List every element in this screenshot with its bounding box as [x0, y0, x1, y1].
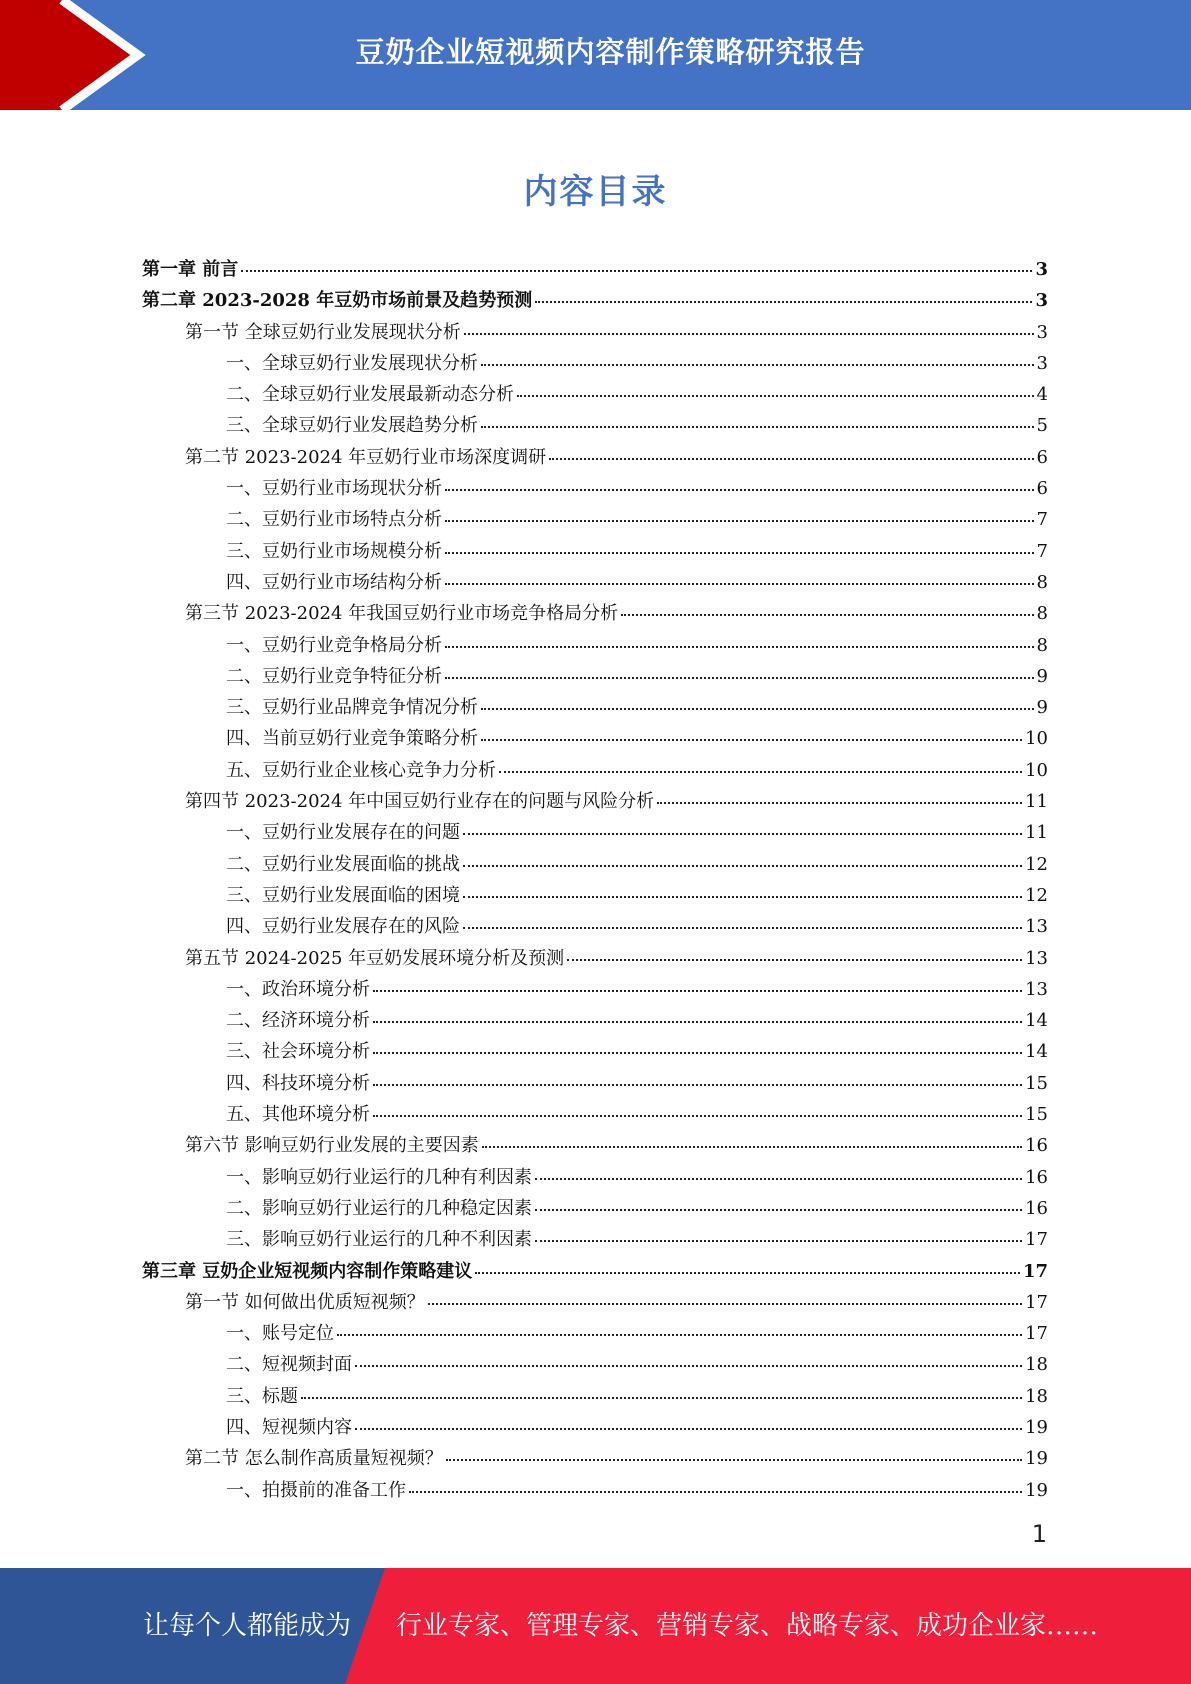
toc-entry-page: 11	[1025, 822, 1048, 844]
toc-entry-title: 三、社会环境分析	[226, 1041, 370, 1063]
toc-dot-leader	[301, 1397, 1022, 1399]
toc-entry-page: 15	[1025, 1072, 1048, 1094]
toc-dot-leader	[463, 833, 1022, 835]
toc-section[interactable]	[142, 442, 1048, 473]
toc-entry-title: 三、影响豆奶行业运行的几种不利因素	[226, 1229, 532, 1251]
report-footer	[0, 1568, 1191, 1684]
toc-dot-leader	[549, 458, 1033, 460]
toc-subsection[interactable]	[142, 1381, 1048, 1412]
toc-subsection[interactable]	[142, 379, 1048, 410]
toc-entry-page: 8	[1036, 571, 1048, 593]
toc-dot-leader	[373, 1021, 1022, 1023]
toc-entry-title: 第三章 豆奶企业短视频内容制作策略建议	[142, 1260, 473, 1282]
toc-subsection[interactable]	[142, 880, 1048, 911]
toc-subsection[interactable]	[142, 661, 1048, 692]
toc-dot-leader	[373, 1115, 1022, 1117]
toc-entry-page: 18	[1025, 1354, 1048, 1376]
toc-entry-page: 9	[1036, 697, 1048, 719]
toc-entry-title: 五、豆奶行业企业核心竞争力分析	[226, 759, 496, 781]
toc-entry-title: 第二节 怎么制作高质量短视频？	[185, 1448, 443, 1470]
toc-entry-page: 10	[1025, 728, 1048, 750]
toc-section[interactable]	[142, 1443, 1048, 1474]
toc-entry-page: 6	[1036, 446, 1048, 468]
toc-section[interactable]	[142, 317, 1048, 348]
toc-entry-page: 17	[1025, 1323, 1048, 1345]
toc-dot-leader	[445, 552, 1034, 554]
toc-entry-page: 3	[1036, 321, 1048, 343]
footer-slogan-right: 行业专家、管理专家、营销专家、战略专家、成功企业家……	[396, 1611, 1099, 1641]
toc-entry-page: 10	[1025, 759, 1048, 781]
toc-dot-leader	[409, 1491, 1022, 1493]
toc-entry-title: 二、豆奶行业发展面临的挑战	[226, 853, 460, 875]
toc-entry-page: 9	[1036, 665, 1048, 687]
toc-entry-page: 17	[1022, 1260, 1048, 1282]
toc-entry-title: 二、豆奶行业市场特点分析	[226, 509, 442, 531]
toc-dot-leader	[481, 426, 1034, 428]
toc-dot-leader	[445, 677, 1034, 679]
toc-entry-title: 三、豆奶行业品牌竞争情况分析	[226, 697, 478, 719]
toc-subsection[interactable]	[142, 1193, 1048, 1224]
toc-entry-page: 6	[1036, 478, 1048, 500]
toc-subsection[interactable]	[142, 410, 1048, 441]
toc-dot-leader	[535, 1178, 1022, 1180]
toc-dot-leader	[464, 333, 1034, 335]
toc-subsection[interactable]	[142, 1475, 1048, 1506]
toc-entry-title: 三、全球豆奶行业发展趋势分析	[226, 415, 478, 437]
toc-entry-title: 第五节 2024-2025 年豆奶发展环境分析及预测	[185, 947, 565, 969]
toc-entry-page: 5	[1036, 415, 1048, 437]
toc-entry-page: 3	[1036, 352, 1048, 374]
red-arrow-icon	[0, 0, 150, 110]
toc-entry-title: 一、豆奶行业竞争格局分析	[226, 634, 442, 656]
toc-entry-page: 4	[1036, 384, 1048, 406]
toc-dot-leader	[373, 1052, 1022, 1054]
toc-dot-leader	[373, 1084, 1022, 1086]
toc-entry-title: 一、影响豆奶行业运行的几种有利因素	[226, 1166, 532, 1188]
toc-subsection[interactable]	[142, 1099, 1048, 1130]
toc-entry-page: 19	[1025, 1479, 1048, 1501]
toc-dot-leader	[446, 1459, 1022, 1461]
toc-section[interactable]	[142, 1130, 1048, 1161]
toc-entry-title: 第二章 2023-2028 年豆奶市场前景及趋势预测	[142, 290, 533, 312]
toc-dot-leader	[355, 1428, 1022, 1430]
toc-entry-title: 一、拍摄前的准备工作	[226, 1479, 406, 1501]
toc-entry-title: 三、豆奶行业发展面临的困境	[226, 884, 460, 906]
toc-entry-title: 三、标题	[226, 1385, 298, 1407]
toc-dot-leader	[535, 1240, 1022, 1242]
toc-entry-page: 18	[1025, 1385, 1048, 1407]
toc-section[interactable]	[142, 786, 1048, 817]
toc-entry-page: 14	[1025, 1010, 1048, 1032]
toc-entry-title: 四、短视频内容	[226, 1416, 352, 1438]
toc-chapter[interactable]	[142, 285, 1048, 316]
toc-entry-title: 一、豆奶行业市场现状分析	[226, 478, 442, 500]
toc-entry-title: 二、全球豆奶行业发展最新动态分析	[226, 384, 514, 406]
toc-subsection[interactable]	[142, 1412, 1048, 1443]
toc-dot-leader	[337, 1334, 1022, 1336]
toc-subsection[interactable]	[142, 911, 1048, 942]
toc-chapter[interactable]	[142, 1256, 1048, 1287]
toc-dot-leader	[373, 990, 1022, 992]
page-number: 1	[1031, 1520, 1047, 1548]
toc-chapter[interactable]	[142, 254, 1048, 285]
toc-entry-title: 第一节 全球豆奶行业发展现状分析	[185, 321, 461, 343]
toc-dot-leader	[481, 739, 1022, 741]
toc-subsection[interactable]	[142, 567, 1048, 598]
toc-subsection[interactable]	[142, 1005, 1048, 1036]
toc-heading: 内容目录	[523, 172, 668, 212]
toc-entry-title: 第一节 如何做出优质短视频？	[185, 1291, 425, 1313]
footer-slogan-left: 让每个人都能成为	[143, 1611, 352, 1641]
report-title: 豆奶企业短视频内容制作策略研究报告	[355, 34, 866, 69]
toc-subsection[interactable]	[142, 1068, 1048, 1099]
toc-entry-page: 3	[1035, 290, 1048, 312]
report-header	[0, 0, 1191, 110]
toc-dot-leader	[482, 1146, 1022, 1148]
toc-entry-page: 11	[1025, 791, 1048, 813]
toc-entry-page: 19	[1025, 1416, 1048, 1438]
toc-entry-page: 7	[1036, 540, 1048, 562]
toc-dot-leader	[445, 489, 1034, 491]
toc-entry-page: 16	[1025, 1166, 1048, 1188]
toc-entry-title: 一、政治环境分析	[226, 978, 370, 1000]
toc-entry-page: 13	[1025, 978, 1048, 1000]
toc-section[interactable]	[142, 598, 1048, 629]
toc-dot-leader	[463, 927, 1022, 929]
toc-subsection[interactable]	[142, 692, 1048, 723]
toc-entry-title: 一、豆奶行业发展存在的问题	[226, 822, 460, 844]
toc-dot-leader	[355, 1365, 1022, 1367]
toc-entry-title: 一、全球豆奶行业发展现状分析	[226, 352, 478, 374]
toc-entry-page: 3	[1035, 259, 1048, 280]
toc-dot-leader	[535, 1209, 1022, 1211]
toc-entry-title: 二、短视频封面	[226, 1354, 352, 1376]
toc-dot-leader	[445, 520, 1034, 522]
toc-dot-leader	[481, 364, 1034, 366]
toc-dot-leader	[463, 896, 1022, 898]
toc-subsection[interactable]	[142, 473, 1048, 504]
toc-subsection[interactable]	[142, 348, 1048, 379]
toc-dot-leader	[567, 959, 1022, 961]
toc-entry-title: 二、豆奶行业竞争特征分析	[226, 665, 442, 687]
toc-entry-page: 8	[1036, 634, 1048, 656]
toc-entry-title: 四、豆奶行业市场结构分析	[226, 571, 442, 593]
toc-dot-leader	[621, 614, 1033, 616]
toc-dot-leader	[535, 301, 1032, 303]
toc-dot-leader	[463, 865, 1022, 867]
toc-subsection[interactable]	[142, 723, 1048, 754]
toc-dot-leader	[428, 1303, 1022, 1305]
toc-entry-title: 四、科技环境分析	[226, 1072, 370, 1094]
toc-dot-leader	[445, 646, 1034, 648]
toc-entry-page: 17	[1025, 1229, 1048, 1251]
table-of-contents	[142, 254, 1048, 1506]
toc-entry-title: 二、影响豆奶行业运行的几种稳定因素	[226, 1197, 532, 1219]
toc-dot-leader	[517, 395, 1034, 397]
toc-subsection[interactable]	[142, 504, 1048, 535]
toc-entry-title: 三、豆奶行业市场规模分析	[226, 540, 442, 562]
toc-subsection[interactable]	[142, 755, 1048, 786]
toc-section[interactable]	[142, 1287, 1048, 1318]
toc-entry-page: 13	[1025, 947, 1048, 969]
toc-subsection[interactable]	[142, 630, 1048, 661]
toc-entry-title: 第一章 前言	[142, 259, 239, 280]
toc-entry-page: 16	[1025, 1197, 1048, 1219]
toc-subsection[interactable]	[142, 974, 1048, 1005]
toc-section[interactable]	[142, 943, 1048, 974]
toc-entry-page: 13	[1025, 916, 1048, 938]
toc-entry-title: 四、豆奶行业发展存在的风险	[226, 916, 460, 938]
toc-dot-leader	[657, 802, 1022, 804]
toc-subsection[interactable]	[142, 817, 1048, 848]
toc-entry-title: 二、经济环境分析	[226, 1010, 370, 1032]
toc-entry-title: 四、当前豆奶行业竞争策略分析	[226, 728, 478, 750]
toc-entry-page: 14	[1025, 1041, 1048, 1063]
toc-entry-title: 第三节 2023-2024 年我国豆奶行业市场竞争格局分析	[185, 603, 619, 625]
toc-subsection[interactable]	[142, 1162, 1048, 1193]
toc-entry-title: 第六节 影响豆奶行业发展的主要因素	[185, 1135, 479, 1157]
toc-subsection[interactable]	[142, 1036, 1048, 1067]
toc-dot-leader	[241, 270, 1032, 272]
toc-subsection[interactable]	[142, 536, 1048, 567]
toc-subsection[interactable]	[142, 849, 1048, 880]
toc-subsection[interactable]	[142, 1224, 1048, 1255]
toc-dot-leader	[499, 771, 1022, 773]
toc-entry-page: 15	[1025, 1104, 1048, 1126]
toc-entry-page: 12	[1025, 853, 1048, 875]
toc-subsection[interactable]	[142, 1349, 1048, 1380]
toc-entry-page: 8	[1036, 603, 1048, 625]
toc-dot-leader	[445, 583, 1034, 585]
toc-entry-page: 7	[1036, 509, 1048, 531]
toc-subsection[interactable]	[142, 1318, 1048, 1349]
toc-entry-title: 五、其他环境分析	[226, 1104, 370, 1126]
toc-entry-title: 第二节 2023-2024 年豆奶行业市场深度调研	[185, 446, 547, 468]
toc-entry-page: 19	[1025, 1448, 1048, 1470]
toc-entry-page: 16	[1025, 1135, 1048, 1157]
toc-entry-title: 一、账号定位	[226, 1323, 334, 1345]
toc-entry-page: 17	[1025, 1291, 1048, 1313]
toc-entry-title: 第四节 2023-2024 年中国豆奶行业存在的问题与风险分析	[185, 791, 655, 813]
toc-entry-page: 12	[1025, 884, 1048, 906]
toc-dot-leader	[475, 1272, 1020, 1274]
toc-dot-leader	[481, 708, 1034, 710]
